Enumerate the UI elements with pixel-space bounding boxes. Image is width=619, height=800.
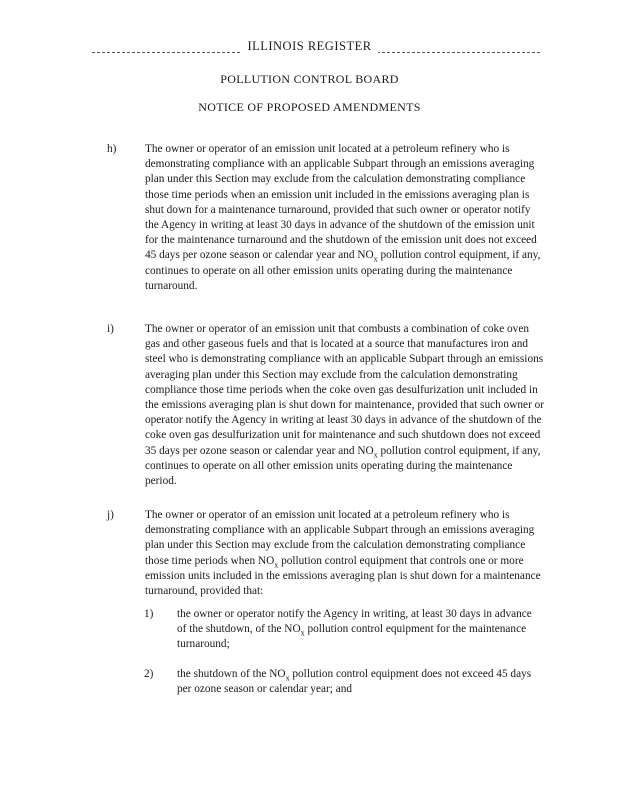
board-title: POLLUTION CONTROL BOARD: [220, 72, 399, 86]
subitem-text: the shutdown of the $NO_x$ pollution control equipment does not exceed 45 days per ozone season or calendar year; and: [177, 668, 532, 696]
paragraph-text: The owner or operator of an emission unit located at a petroleum refinery who is demonstrating compliance with an applicable Subpart through an emissions averaging plan under this Section may exclude from the calculation demonstrating compliance those time periods when an emission unit included in the emissions averaging plan is shut down for a maintenance turnaround, provided that such owner or operator notify the Agency in writing at least 30 days in advance of the shutdown of the emission unit for the maintenance turnaround and the shutdown of the emission unit does not exceed 45 days per ozone season or calendar year and $NO_x$ pollution control equipment, if any, continues to operate on all other emission units operating during the maintenance turnaround.: [145, 143, 541, 292]
subitem-text: the owner or operator notify the Agency in writing, at least 30 days in advance of the shutdown, of the $NO_x$ pollution control equipment for the maintenance turnaround;: [177, 608, 532, 651]
notice-title: NOTICE OF PROPOSED AMENDMENTS: [198, 100, 421, 114]
paragraph-marker: h): [107, 143, 117, 155]
paragraph-text: The owner or operator of an emission unit that combusts a combination of coke oven gas and other gaseous fuels and that is located at a source that manufactures iron and steel who is demonstrating compliance with an applicable Subpart through an emissions averaging plan under this Section may exclude from the calculation demonstrating compliance those time periods when the coke oven gas desulfurization unit included in the emissions averaging plan is shut down for maintenance, provided that such owner or operator notify the Agency in writing at least 30 days in advance of the shutdown of the coke oven gas desulfurization unit for maintenance and such shutdown does not exceed 35 days per ozone season or calendar year and $NO_x$ pollution control equipment, if any, continues to operate on all other emission units operating during the maintenance period.: [145, 323, 545, 488]
paragraph-marker: j): [107, 509, 114, 521]
register-title-text: ILLINOIS REGISTER: [241, 39, 377, 53]
subitem-marker: 1): [144, 608, 154, 620]
paragraph-marker: i): [107, 323, 114, 335]
paragraph-text: The owner or operator of an emission unit located at a petroleum refinery who is demonstrating compliance with an applicable Subpart through an emissions averaging plan under this Section may exclude from the calculation demonstrating compliance those time periods when $NO_x$ pollution control equipment that controls one or more emission units included in the emissions averaging plan is shut down for a maintenance turnaround, provided that:: [145, 509, 541, 598]
register-title: [0, 39, 619, 54]
subitem-marker: 2): [144, 668, 154, 680]
